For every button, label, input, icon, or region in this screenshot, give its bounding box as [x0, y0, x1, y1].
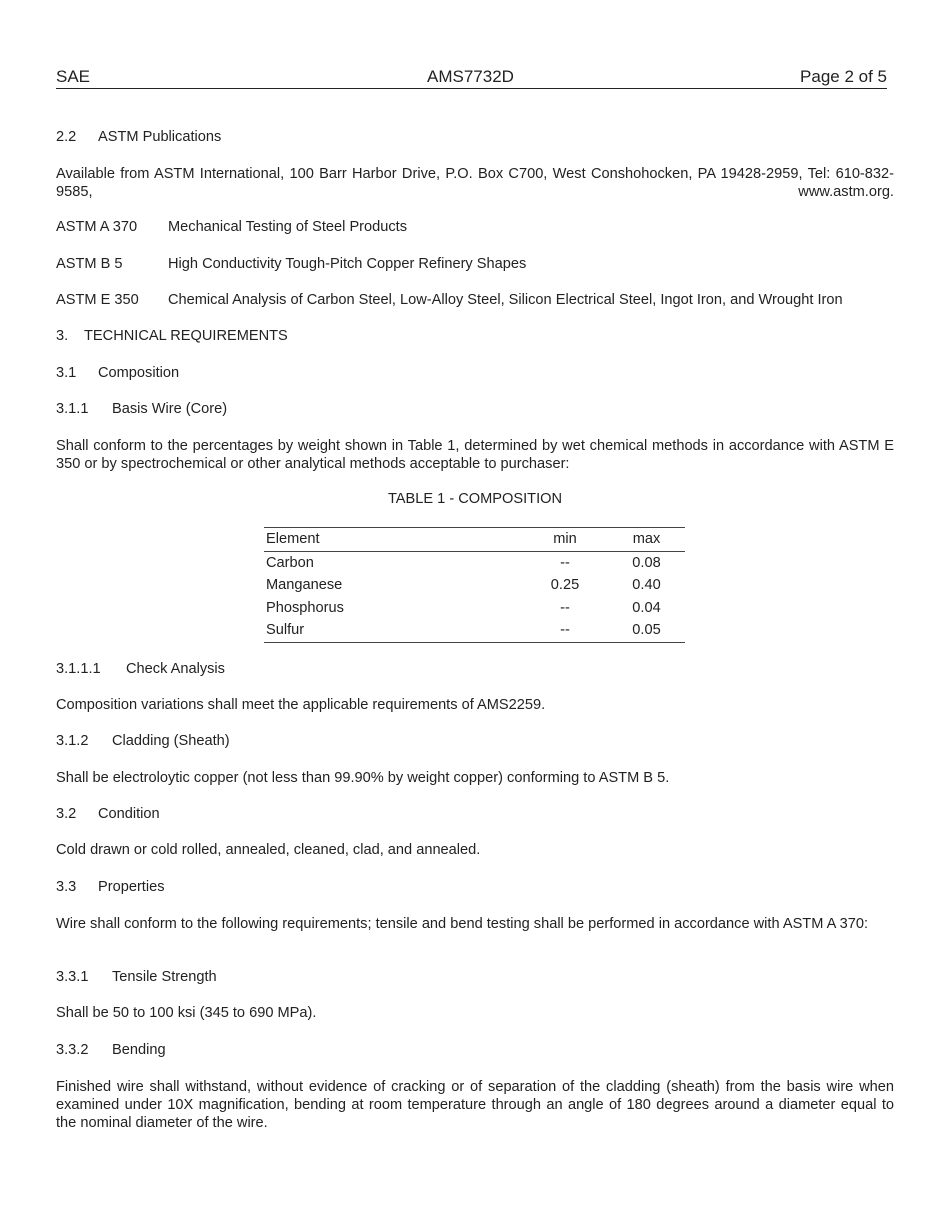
section-3-3-1-heading	[56, 969, 217, 985]
cell-element: Manganese	[266, 577, 343, 593]
section-3-3-heading	[56, 879, 165, 895]
reference-code: ASTM E 350	[56, 292, 139, 308]
column-header-min: min	[522, 528, 608, 552]
section-title: Cladding (Sheath)	[112, 733, 230, 749]
section-number: 3.1.1.1	[56, 661, 101, 677]
section-3-1-2-heading	[56, 733, 230, 749]
table-row	[264, 619, 685, 642]
section-number: 2.2	[56, 129, 77, 145]
reference-title: High Conductivity Tough-Pitch Copper Refinery Shapes	[168, 256, 527, 272]
section-number: 3.2	[56, 806, 77, 822]
header-doc-number: AMS7732D	[427, 67, 514, 86]
section-title: ASTM Publications	[98, 129, 222, 145]
cell-element: Sulfur	[266, 622, 305, 638]
section-title: TECHNICAL REQUIREMENTS	[84, 328, 288, 344]
section-3-3-2-heading	[56, 1042, 166, 1058]
reference-row	[56, 256, 527, 272]
section-3-heading	[56, 328, 288, 344]
cell-max: 0.08	[632, 554, 661, 571]
header-page-number: Page 2 of 5	[800, 67, 887, 86]
basis-wire-text: Shall conform to the percentages by weight shown in Table 1, determined by wet chemical methods in accordance with ASTM E 350 or by spectrochemical or other analytical methods acceptable to purchaser:	[56, 438, 894, 472]
section-3-1-1-1-heading	[56, 661, 225, 677]
section-title: Tensile Strength	[112, 969, 217, 985]
cell-min: --	[560, 599, 570, 616]
table-row	[264, 551, 685, 574]
reference-row	[56, 219, 408, 235]
cell-max: 0.05	[632, 622, 661, 638]
section-title: Basis Wire (Core)	[112, 401, 228, 417]
reference-code: ASTM B 5	[56, 256, 123, 272]
tensile-strength-text: Shall be 50 to 100 ksi (345 to 690 MPa).	[56, 1005, 317, 1021]
reference-title: Mechanical Testing of Steel Products	[168, 219, 408, 235]
section-number: 3.3.1	[56, 969, 89, 985]
column-header-max: max	[608, 528, 685, 552]
reference-code: ASTM A 370	[56, 219, 138, 235]
section-title: Bending	[112, 1042, 166, 1058]
table-row	[264, 597, 685, 620]
cell-min: --	[560, 622, 570, 638]
cladding-text: Shall be electroloytic copper (not less than 99.90% by weight copper) conforming to ASTM B 5.	[56, 770, 670, 786]
reference-row	[56, 292, 843, 308]
section-title: Condition	[98, 806, 160, 822]
reference-title: Chemical Analysis of Carbon Steel, Low-Alloy Steel, Silicon Electrical Steel, Ingot Iron, and Wrought Iron	[168, 292, 843, 308]
section-2-2-heading	[56, 129, 222, 145]
table-caption: TABLE 1 - COMPOSITION	[387, 491, 563, 507]
condition-text: Cold drawn or cold rolled, annealed, cleaned, clad, and annealed.	[56, 842, 481, 858]
section-number: 3.	[56, 328, 69, 344]
bending-text: Finished wire shall withstand, without evidence of cracking or of separation of the cladding (sheath) from the basis wire when examined under 10X magnification, bending at room temperature through an angle of 180 degrees around a diameter equal to the nominal diameter of the wire.	[56, 1079, 894, 1131]
column-header-element: Element	[264, 528, 522, 552]
cell-min: --	[560, 554, 570, 571]
astm-availability-text: Available from ASTM International, 100 Barr Harbor Drive, P.O. Box C700, West Conshohocken, PA 19428-2959, Tel: 610-832-9585, www.astm.org.	[56, 166, 894, 200]
cell-min: 0.25	[550, 577, 580, 593]
section-title: Composition	[98, 365, 180, 381]
cell-element: Phosphorus	[266, 599, 344, 616]
page-header	[56, 66, 887, 89]
section-number: 3.1.1	[56, 401, 89, 417]
cell-max: 0.04	[632, 599, 661, 616]
section-number: 3.3	[56, 879, 77, 895]
section-number: 3.1.2	[56, 733, 89, 749]
composition-table	[264, 527, 685, 643]
header-org: SAE	[56, 67, 91, 86]
section-title: Properties	[98, 879, 165, 895]
table-row	[264, 574, 685, 597]
check-analysis-text: Composition variations shall meet the applicable requirements of AMS2259.	[56, 697, 546, 713]
table-header-row	[264, 528, 685, 552]
section-3-2-heading	[56, 806, 160, 822]
section-title: Check Analysis	[126, 661, 225, 677]
cell-element: Carbon	[266, 554, 314, 571]
section-3-1-1-heading	[56, 401, 228, 417]
section-number: 3.1	[56, 365, 77, 381]
section-3-1-heading	[56, 365, 180, 381]
properties-text: Wire shall conform to the following requirements; tensile and bend testing shall be performed in accordance with ASTM A 370:	[56, 916, 869, 932]
cell-max: 0.40	[632, 577, 661, 593]
section-number: 3.3.2	[56, 1042, 89, 1058]
